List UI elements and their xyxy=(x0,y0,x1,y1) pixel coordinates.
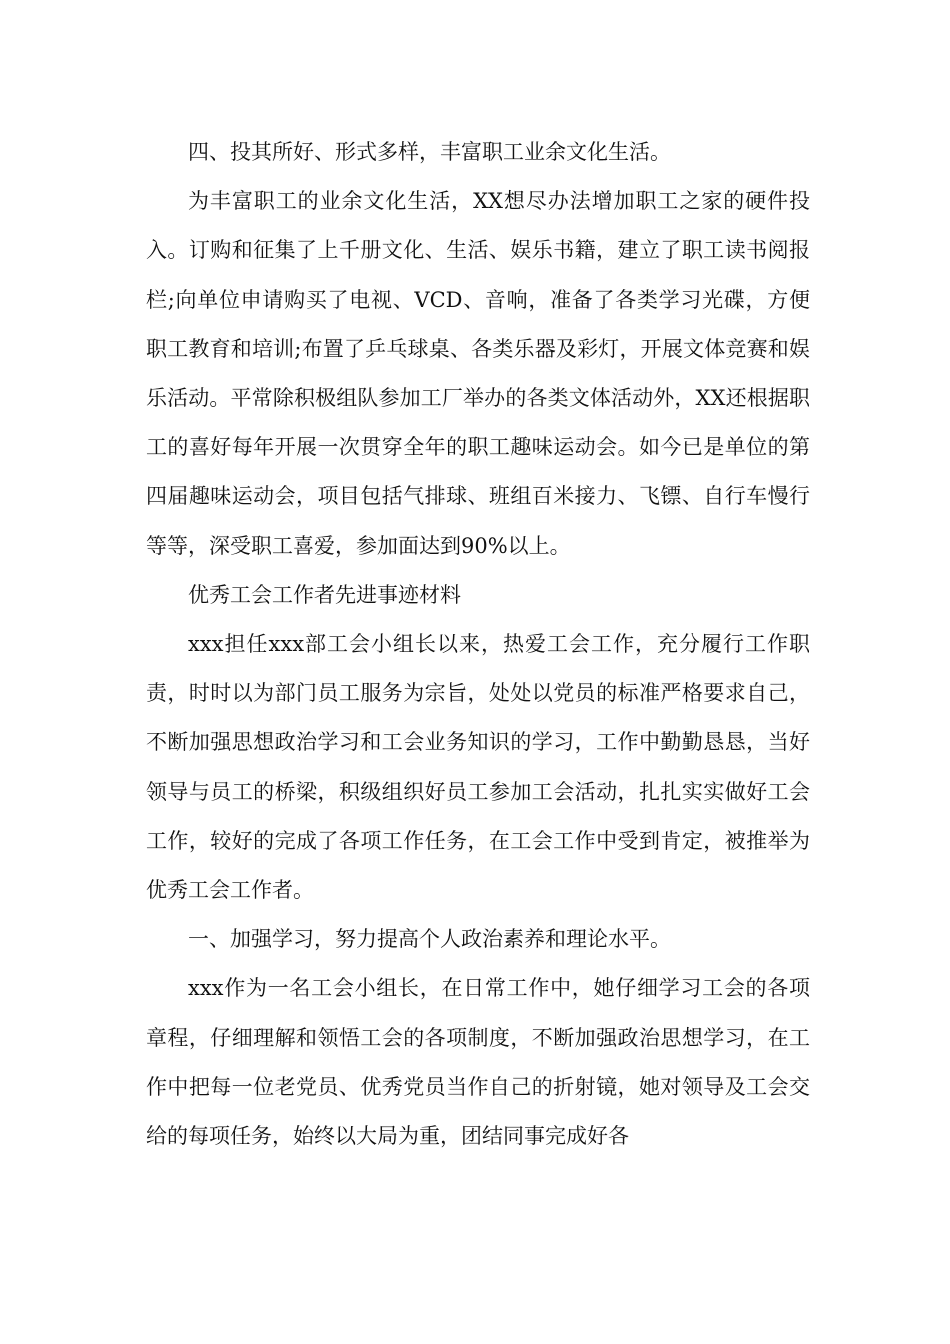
section-heading-one: 一、加强学习，努力提高个人政治素养和理论水平。 xyxy=(188,927,671,952)
document-title: 优秀工会工作者先进事迹材料 xyxy=(188,582,461,607)
paragraph-study: xxx作为一名工会小组长，在日常工作中，她仔细学习工会的各项章程，仔细理解和领悟工会的各项制度，不断加强政治思想学习，在工作中把每一位老党员、优秀党员当作自己的折射镜，她对领导及工会交给的每项任务，始终以大局为重，团结同事完成好各 xyxy=(146,976,810,1149)
paragraph-cultural-life: 为丰富职工的业余文化生活，XX想尽办法增加职工之家的硬件投入。订购和征集了上千册文化、生活、娱乐书籍，建立了职工读书阅报栏;向单位申请购买了电视、VCD、音响，准备了各类学习光碟，方便职工教育和培训;布置了乒乓球桌、各类乐器及彩灯，开展文体竞赛和娱乐活动。平常除积极组队参加工厂举办的各类文体活动外，XX还根据职工的喜好每年开展一次贯穿全年的职工趣味运动会。如今已是单位的第四届趣味运动会，项目包括气排球、班组百米接力、飞镖、自行车慢行等等，深受职工喜爱，参加面达到90%以上。 xyxy=(146,189,810,558)
paragraph-introduction: xxx担任xxx部工会小组长以来，热爱工会工作，充分履行工作职责，时时以为部门员工服务为宗旨，处处以党员的标准严格要求自己，不断加强思想政治学习和工会业务知识的学习，工作中勤勤恳恳，当好领导与员工的桥梁，积级组织好员工参加工会活动，扎扎实实做好工会工作，较好的完成了各项工作任务，在工会工作中受到肯定，被推举为优秀工会工作者。 xyxy=(146,632,810,903)
section-heading-four: 四、投其所好、形式多样，丰富职工业余文化生活。 xyxy=(188,140,671,164)
document-body xyxy=(146,128,810,1161)
